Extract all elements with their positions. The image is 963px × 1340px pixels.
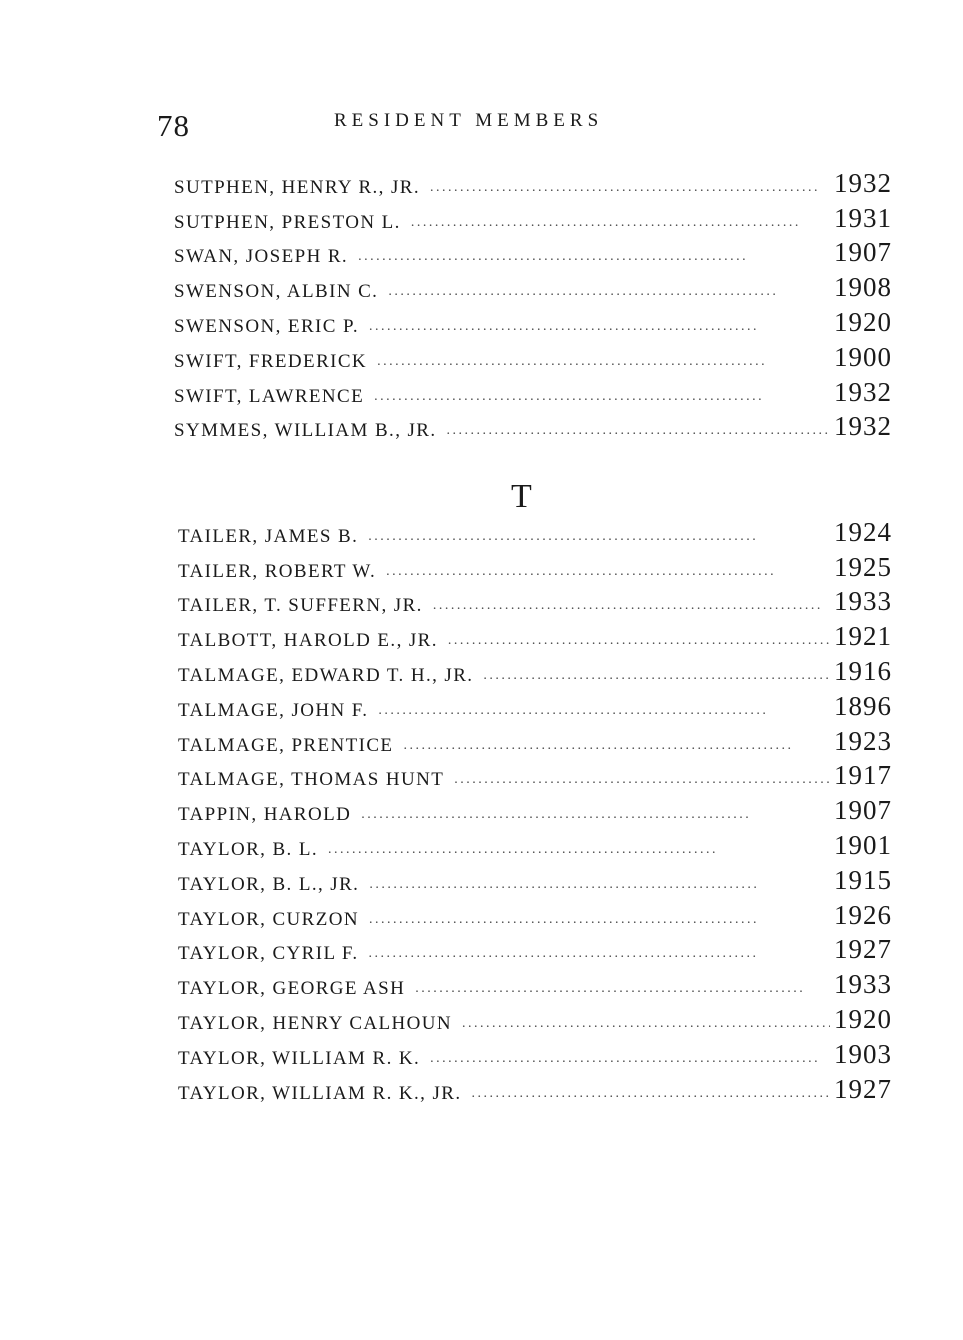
page-number: 78: [157, 108, 190, 143]
member-name: SUTPHEN, HENRY R., JR.: [174, 176, 420, 198]
dot-leader: [430, 180, 830, 199]
membership-year: 1915: [834, 864, 892, 895]
member-name: SWENSON, ERIC P.: [174, 315, 359, 337]
dot-leader: [369, 877, 830, 896]
member-list-t: [178, 513, 892, 1105]
dot-leader: [369, 912, 830, 931]
membership-year: 1927: [834, 1073, 892, 1104]
dot-leader: [415, 981, 830, 1000]
member-entry: [178, 861, 892, 896]
member-name: TAYLOR, HENRY CALHOUN: [178, 1012, 453, 1034]
dot-leader: [358, 249, 830, 268]
membership-year: 1933: [834, 969, 892, 1000]
membership-year: 1921: [834, 621, 892, 652]
membership-year: 1920: [834, 306, 892, 337]
member-entry: [178, 1000, 892, 1035]
member-list-s: [174, 164, 892, 442]
membership-year: 1931: [834, 202, 892, 233]
membership-year: 1925: [834, 551, 892, 582]
member-name: TAILER, JAMES B.: [178, 525, 359, 547]
dot-leader: [361, 807, 830, 826]
dot-leader: [471, 1086, 830, 1105]
dot-leader: [403, 738, 830, 757]
membership-year: 1932: [834, 167, 892, 198]
member-name: TAILER, T. SUFFERN, JR.: [178, 595, 423, 617]
member-entry: [178, 791, 892, 826]
member-entry: [178, 757, 892, 792]
membership-year: 1900: [834, 341, 892, 372]
member-entry: [174, 303, 892, 338]
membership-year: 1907: [834, 795, 892, 826]
membership-year: 1908: [834, 272, 892, 303]
member-entry: [178, 548, 892, 583]
member-entry: [178, 931, 892, 966]
dot-leader: [369, 946, 830, 965]
member-name: TALBOTT, HAROLD E., JR.: [178, 630, 438, 652]
dot-leader: [377, 354, 830, 373]
dot-leader: [462, 1016, 830, 1035]
member-entry: [178, 722, 892, 757]
member-entry: [178, 513, 892, 548]
member-entry: [174, 199, 892, 234]
dot-leader: [447, 423, 830, 442]
membership-year: 1933: [834, 586, 892, 617]
member-entry: [178, 652, 892, 687]
member-entry: [174, 338, 892, 373]
member-entry: [174, 234, 892, 269]
member-entry: [178, 965, 892, 1000]
member-name: TAPPIN, HAROLD: [178, 804, 352, 826]
member-entry: [178, 1070, 892, 1105]
dot-leader: [328, 842, 830, 861]
member-entry: [178, 687, 892, 722]
dot-leader: [378, 703, 830, 722]
member-entry: [174, 164, 892, 199]
member-name: TAYLOR, CURZON: [178, 908, 359, 930]
section-letter-heading: T: [511, 478, 532, 515]
member-name: SWIFT, LAWRENCE: [174, 385, 365, 407]
dot-leader: [388, 284, 830, 303]
member-name: TALMAGE, EDWARD T. H., JR.: [178, 664, 474, 686]
member-name: TAYLOR, WILLIAM R. K., JR.: [178, 1082, 462, 1104]
member-name: TAYLOR, CYRIL F.: [178, 943, 359, 965]
dot-leader: [411, 215, 830, 234]
membership-year: 1923: [834, 725, 892, 756]
member-entry: [178, 1035, 892, 1070]
membership-year: 1901: [834, 829, 892, 860]
dot-leader: [454, 772, 830, 791]
member-entry: [174, 408, 892, 443]
membership-year: 1920: [834, 1003, 892, 1034]
membership-year: 1916: [834, 655, 892, 686]
membership-year: 1896: [834, 690, 892, 721]
member-entry: [178, 826, 892, 861]
member-name: SWENSON, ALBIN C.: [174, 281, 379, 303]
member-entry: [178, 896, 892, 931]
dot-leader: [369, 319, 830, 338]
dot-leader: [448, 633, 830, 652]
dot-leader: [483, 668, 830, 687]
dot-leader: [374, 389, 830, 408]
member-name: TALMAGE, THOMAS HUNT: [178, 769, 445, 791]
running-head: RESIDENT MEMBERS: [334, 110, 604, 131]
member-name: SYMMES, WILLIAM B., JR.: [174, 420, 437, 442]
member-name: TAYLOR, B. L., JR.: [178, 873, 360, 895]
membership-year: 1932: [834, 411, 892, 442]
member-name: SUTPHEN, PRESTON L.: [174, 211, 401, 233]
member-name: TAYLOR, WILLIAM R. K.: [178, 1047, 421, 1069]
member-entry: [174, 268, 892, 303]
member-name: TAYLOR, GEORGE ASH: [178, 978, 406, 1000]
member-entry: [178, 617, 892, 652]
member-entry: [174, 373, 892, 408]
dot-leader: [433, 598, 830, 617]
membership-year: 1903: [834, 1038, 892, 1069]
membership-year: 1932: [834, 376, 892, 407]
membership-year: 1927: [834, 934, 892, 965]
member-name: SWAN, JOSEPH R.: [174, 246, 349, 268]
membership-year: 1907: [834, 237, 892, 268]
membership-year: 1926: [834, 899, 892, 930]
member-name: TALMAGE, PRENTICE: [178, 734, 394, 756]
member-name: TALMAGE, JOHN F.: [178, 699, 369, 721]
dot-leader: [386, 564, 830, 583]
member-name: SWIFT, FREDERICK: [174, 350, 368, 372]
membership-year: 1917: [834, 760, 892, 791]
member-entry: [178, 583, 892, 618]
membership-year: 1924: [834, 516, 892, 547]
dot-leader: [368, 529, 830, 548]
member-name: TAILER, ROBERT W.: [178, 560, 377, 582]
member-name: TAYLOR, B. L.: [178, 838, 319, 860]
dot-leader: [430, 1051, 830, 1070]
